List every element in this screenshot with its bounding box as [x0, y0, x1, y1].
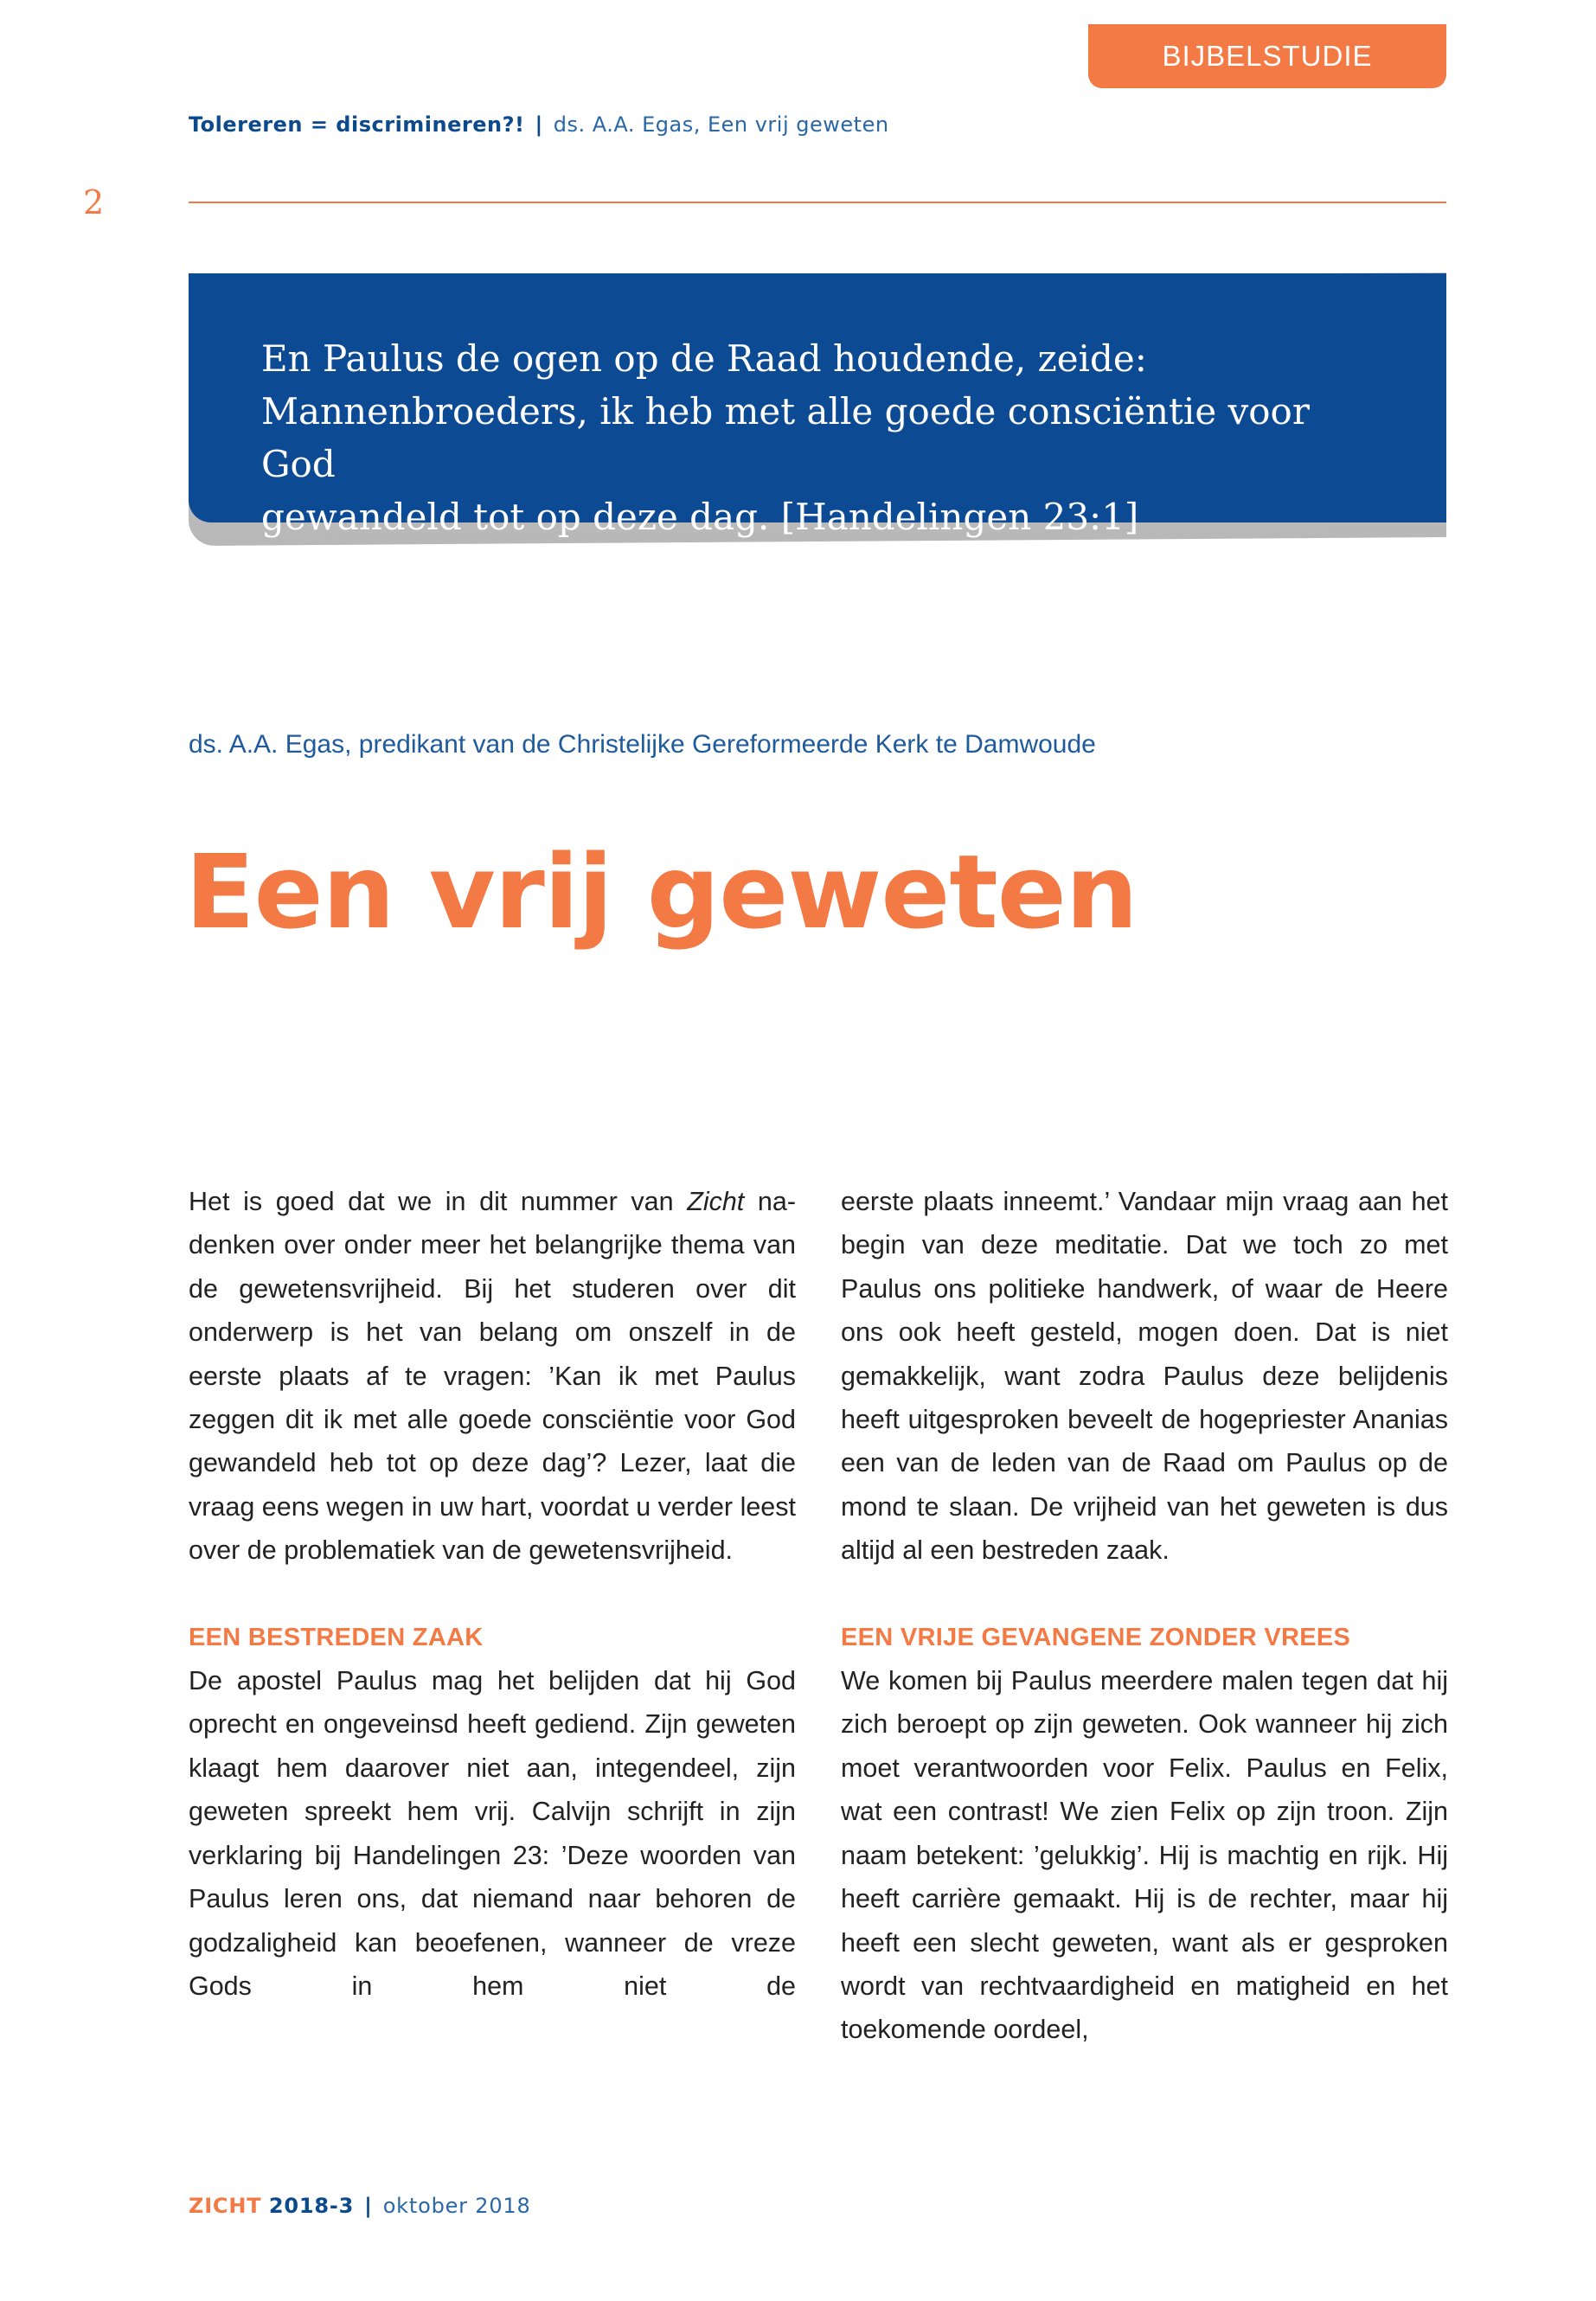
scripture-quote-box: [189, 273, 1446, 538]
footer-issue: 2018-3: [268, 2194, 355, 2218]
intro-text-start: Het is goed dat we in dit nummer van: [189, 1187, 688, 1216]
footer-brand: ZICHT: [189, 2194, 262, 2218]
intro-text-rest: nadenken over onder meer het belangrijke thema van de gewetensvrijheid. Bij het studeren over dit onderwerp is het van belang om onszelf in de eerste plaats af te vragen: ’Kan ik met Paulus zeggen dit ik met alle goede consciëntie voor God gewandeld heb tot op deze dag’? Lezer, laat die vraag eens wegen in uw hart, voordat u verder leest over de problematiek van de gewetensvrijheid.: [189, 1187, 796, 1566]
intro-paragraph: [189, 1180, 796, 1573]
section-paragraph: We komen bij Paulus meerdere malen tegen dat hij zich beroept op zijn geweten. Ook wanneer hij zich moet verantwoorden voor Felix. Paulus en Felix, wat een contrast! We zien Felix op zijn troon. Zijn naam betekent: ’gelukkig’. Hij is machtig en rijk. Hij heeft carrière gemaakt. Hij is de rechter, maar hij heeft een slecht geweten, want als er gesproken wordt van rechtvaardigheid en matigheid en het toekomende oordeel,: [841, 1666, 1448, 2045]
page-footer: [189, 2194, 531, 2218]
running-head: [189, 112, 889, 137]
footer-date: oktober 2018: [382, 2194, 531, 2218]
quote-line: gewandeld tot op deze dag. [Handelingen 23:1]: [261, 496, 1139, 538]
paragraph-gap: [841, 1573, 1448, 1616]
running-head-subtitle: ds. A.A. Egas, Een vrij geweten: [553, 112, 889, 137]
running-head-separator: |: [535, 112, 543, 137]
text-column-left: [189, 1180, 796, 2008]
footer-separator: |: [364, 2194, 373, 2218]
header-rule: [189, 202, 1446, 203]
quote-line: Mannenbroeders, ik heb met alle goede consciëntie voor God: [261, 390, 1310, 485]
page-number: 2: [83, 183, 105, 221]
section-paragraph: De apostel Paulus mag het belijden dat hij God oprecht en ongeveinsd heeft gediend. Zijn geweten klaagt hem daarover niet aan, integendeel, zijn geweten spreekt hem vrij. Calvijn schrijft in zijn verklaring bij Handelingen 23: ’Deze woorden van Paulus leren ons, dat niemand naar behoren de godzaligheid kan beoefenen, wanneer de vreze Gods in hem niet de: [189, 1666, 796, 2001]
article-title: Een vrij geweten: [185, 832, 1138, 952]
section-heading: EEN BESTREDEN ZAAK: [189, 1623, 484, 1651]
section-heading: EEN VRIJE GEVANGENE ZONDER VREES: [841, 1623, 1351, 1651]
author-byline: ds. A.A. Egas, predikant van de Christelijke Gereformeerde Kerk te Damwoude: [189, 730, 1096, 759]
text-column-right: [841, 1180, 1448, 2052]
running-head-title: Tolereren = discrimineren?!: [189, 112, 525, 137]
paragraph-gap: [189, 1573, 796, 1616]
section-tab: BIJBELSTUDIE: [1088, 24, 1446, 88]
magazine-name: Zicht: [687, 1187, 745, 1216]
section-paragraph-continued: eerste plaats inneemt.’ Vandaar mijn vraag aan het begin van deze meditatie. Dat we toch zo met Paulus ons politieke handwerk, of waar de Heere ons ook heeft gesteld, mogen doen. Dat is niet gemakkelijk, want zodra Paulus deze belijdenis heeft uitgesproken beveelt de hogepriester Ananias een van de leden van de Raad om Paulus op de mond te slaan. De vrijheid van het geweten is dus altijd al een bestreden zaak.: [841, 1187, 1448, 1566]
quote-line: En Paulus de ogen op de Raad houdende, zeide:: [261, 337, 1147, 380]
